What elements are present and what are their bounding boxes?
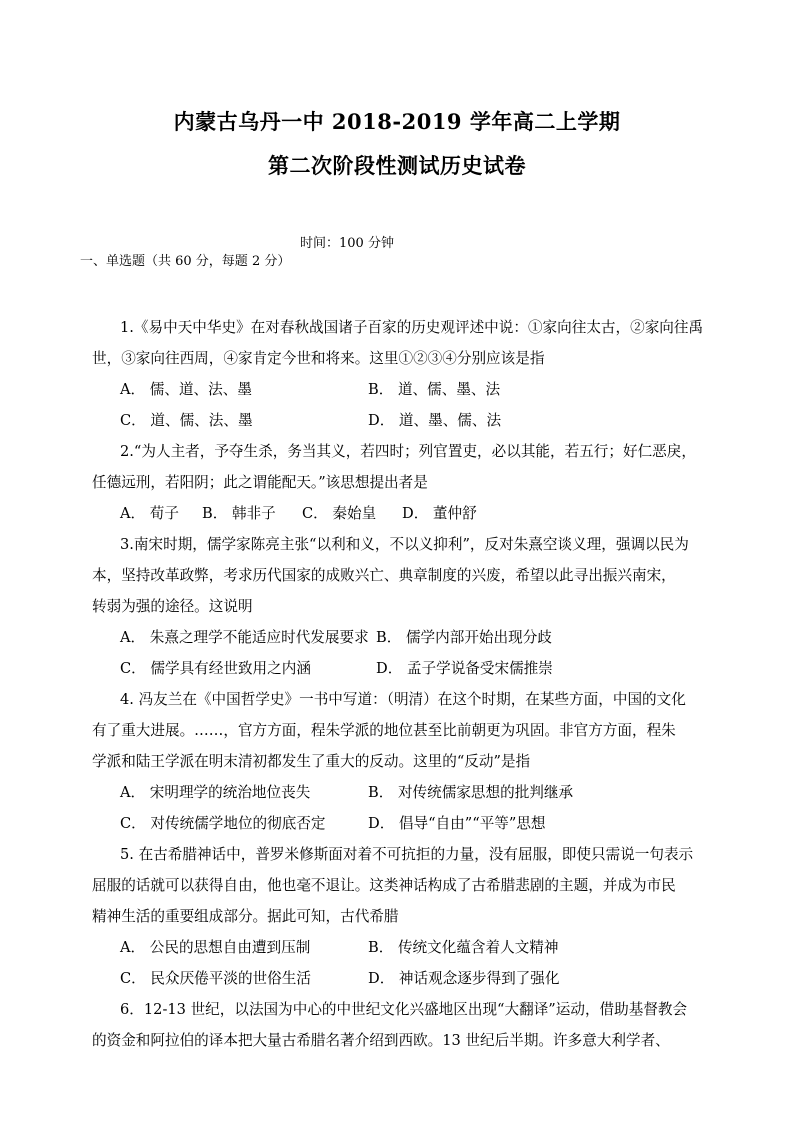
question-line: 2.“为人主者，予夺生杀，务当其义，若四时；列官置吏，必以其能，若五行；好仁恶戾， [120,443,696,460]
option-c: C． 儒学具有经世致用之内涵 [120,660,311,677]
question-line: 有了重大进展。……，官方方面，程朱学派的地位甚至比前朝更为巩固。非官方方面，程朱 [92,722,676,739]
option-c: C． 秦始皇 [302,505,377,522]
question-line: 转弱为强的途径。这说明 [92,598,253,615]
option-a: A． 朱熹之理学不能适应时代发展要求 [120,629,369,646]
exam-title-line2: 第二次阶段性测试历史试卷 [268,153,526,178]
option-b: B． 对传统儒家思想的批判继承 [368,784,574,801]
option-d: D． 倡导“自由”“平等”思想 [368,815,546,832]
option-d: D． 神话观念逐步得到了强化 [368,970,560,987]
section-heading: 一、单选题（共 60 分，每题 2 分） [80,254,291,269]
option-a: A． 荀子 [120,505,179,522]
question-line: 的资金和阿拉伯的译本把大量古希腊名著介绍到西欧。13 世纪后半期。许多意大利学者、 [92,1032,670,1049]
question-line: 任德远刑，若阳阴；此之谓能配天。”该思想提出者是 [92,474,428,491]
question-line: 6．12-13 世纪，以法国为中心的中世纪文化兴盛地区出现“大翻译”运动，借助基督教会 [120,1001,688,1018]
option-d: D． 董仲舒 [402,505,477,522]
option-d: D． 孟子学说备受宋儒推崇 [376,660,553,677]
option-b: B． 道、儒、墨、法 [368,381,501,398]
question-line: 3.南宋时期，儒学家陈亮主张“以利和义，不以义抑利”，反对朱熹空谈义理，强调以民为 [120,536,689,553]
option-d: D． 道、墨、儒、法 [368,412,502,429]
option-b: B． 传统文化蕴含着人文精神 [368,939,559,956]
question-line: 本，坚持改革政弊，考求历代国家的成败兴亡、典章制度的兴废，希望以此寻出振兴南宋， [92,567,676,584]
option-b: B． 韩非子 [202,505,276,522]
question-line: 精神生活的重要组成部分。据此可知，古代希腊 [92,908,399,925]
exam-title-line1: 内蒙古乌丹一中 2018-2019 学年高二上学期 [173,109,621,134]
exam-time: 时间：100 分钟 [300,236,394,251]
question-line: 5. 在古希腊神话中，普罗米修斯面对着不可抗拒的力量，没有屈服，即使只需说一句表示 [120,846,694,863]
option-c: C． 对传统儒学地位的彻底否定 [120,815,326,832]
question-line: 屈服的话就可以获得自由，他也毫不退让。这类神话构成了古希腊悲剧的主题，并成为市民 [92,877,676,894]
option-c: C． 民众厌倦平淡的世俗生活 [120,970,311,987]
option-b: B． 儒学内部开始出现分歧 [376,629,552,646]
question-line: 学派和陆王学派在明末清初都发生了重大的反动。这里的“反动”是指 [92,753,531,770]
question-line: 1.《易中天中华史》在对春秋战国诸子百家的历史观评述中说：①家向往太古，②家向往禹 [120,319,704,336]
question-line: 世，③家向往西周，④家肯定今世和将来。这里①②③④分别应该是指 [92,350,545,367]
question-line: 4. 冯友兰在《中国哲学史》一书中写道：（明清）在这个时期，在某些方面，中国的文化 [120,691,686,708]
option-c: C． 道、儒、法、墨 [120,412,253,429]
option-a: A． 公民的思想自由遭到压制 [120,939,311,956]
option-a: A． 宋明理学的统治地位丧失 [120,784,311,801]
option-a: A． 儒、道、法、墨 [120,381,252,398]
